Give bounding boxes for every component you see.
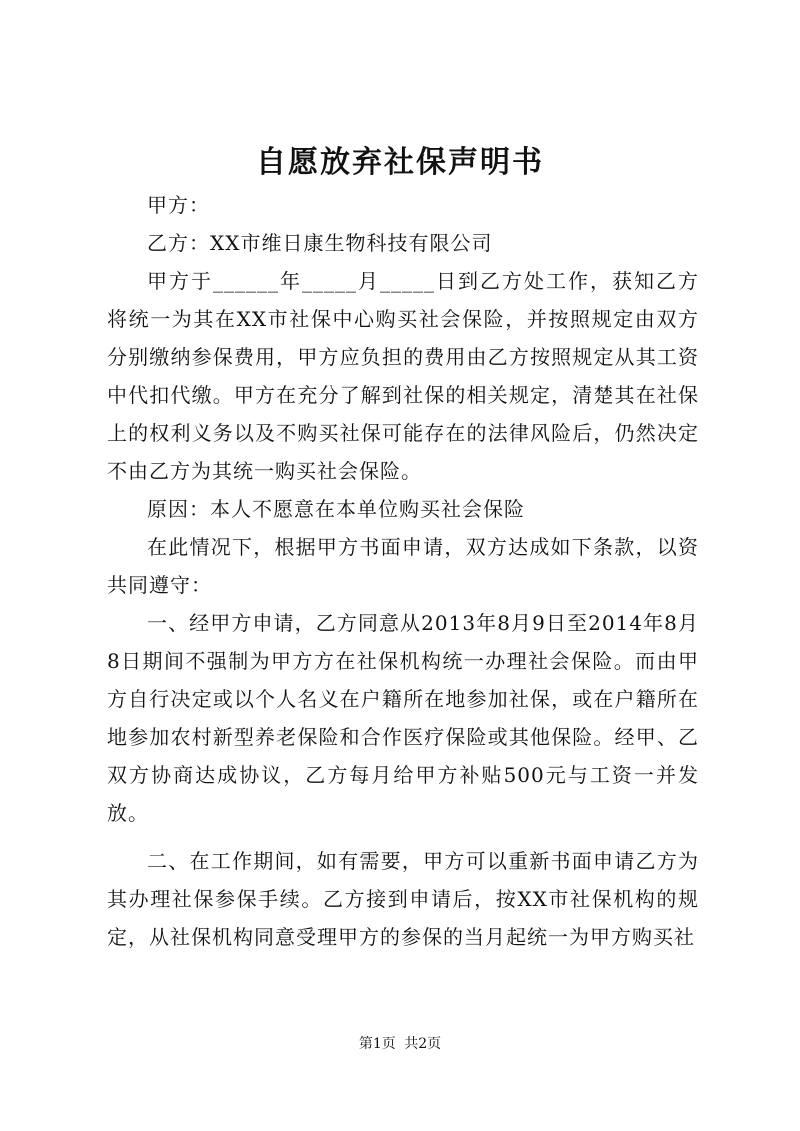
page-total: 共2页 [404, 1036, 442, 1052]
document-title: 自愿放弃社保声明书 [256, 145, 544, 180]
party-a-line: 甲方： [147, 193, 210, 217]
paragraph-agreement-intro: 在此情况下，根据甲方书面申请，双方达成如下条款，以资共同遵守： [107, 535, 699, 597]
page-number: 第1页 [358, 1036, 396, 1052]
paragraph-employment: 甲方于______年_____月_____日到乙方处工作，获知乙方将统一为其在XX市社保中心购买社会保险，并按照规定由双方分别缴纳参保费用，甲方应负担的费用由乙方按照规定从其工资中代扣代缴。甲方在充分了解到社保的相关规定，清楚其在社保上的权利义务以及不购买社保可能存在的法律风险后，仍然决定不由乙方为其统一购买社会保险。 [107, 269, 699, 483]
clause-one: 一、经甲方申请，乙方同意从2013年8月9日至2014年8月8日期间不强制为甲方方在社保机构统一办理社会保险。而由甲方自行决定或以个人名义在户籍所在地参加社保，或在户籍所在地参加农村新型养老保险和合作医疗保险或其他保险。经甲、乙双方协商达成协议，乙方每月给甲方补贴500元与工资一并发放。 [107, 611, 699, 825]
document-body [107, 186, 699, 956]
clause-two: 二、在工作期间，如有需要，甲方可以重新书面申请乙方为其办理社保参保手续。乙方接到申请后，按XX市社保机构的规定，从社保机构同意受理甲方的参保的当月起统一为甲方购买社 [107, 849, 699, 949]
paragraph-reason: 原因：本人不愿意在本单位购买社会保险 [147, 497, 525, 521]
page-footer [0, 1034, 800, 1054]
party-b-line: 乙方：XX市维日康生物科技有限公司 [147, 231, 493, 255]
